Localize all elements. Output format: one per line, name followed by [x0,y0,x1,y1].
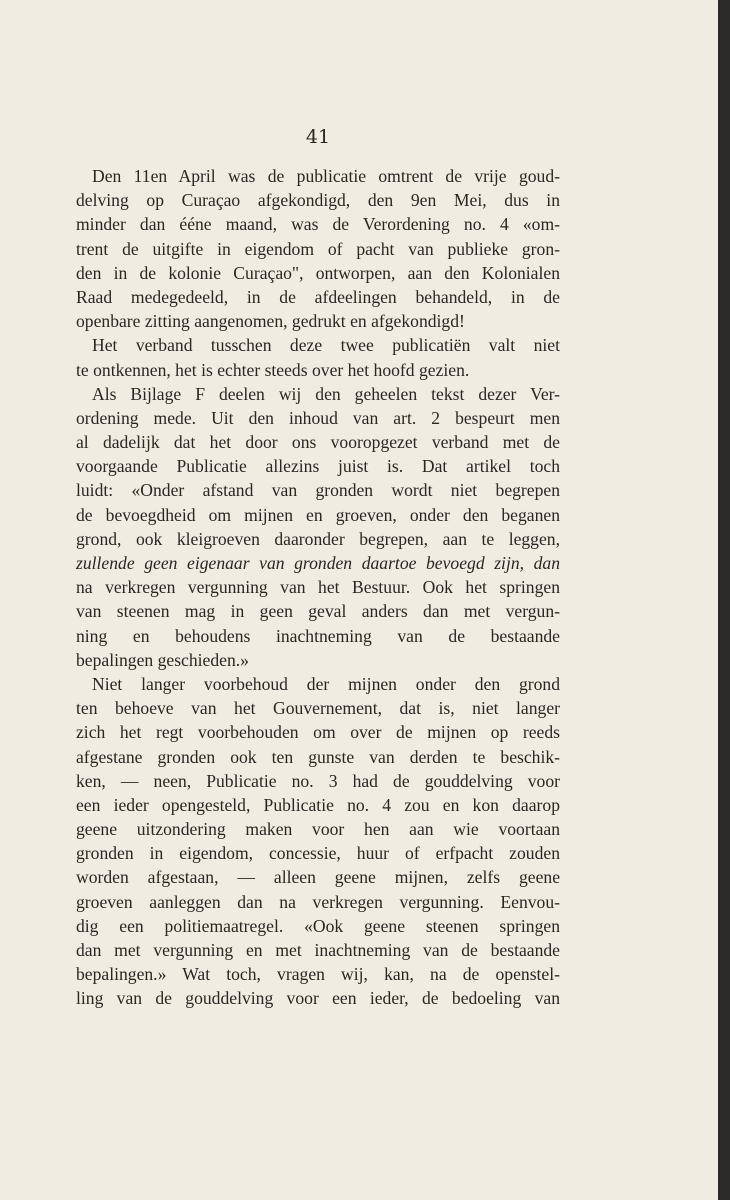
text-line: dig een politiemaatregel. «Ook geene steenen springen [76,915,560,936]
text-line: na verkregen vergunning van het Bestuur. Ook het springen [76,577,560,598]
text-line: al dadelijk dat het door ons vooropgezet verband met de [76,432,560,453]
text-line: zich het regt voorbehouden om over de mijnen op reeds [76,722,560,743]
text-line: bepalingen geschieden.» [76,649,249,670]
text-line: openbare zitting aangenomen, gedrukt en afgekondigd! [76,311,465,332]
text-line: Als Bijlage F deelen wij den geheelen tekst dezer Ver- [92,383,560,404]
text-line: geene uitzondering maken voor hen aan wie voortaan [76,819,560,840]
text-line: groeven aanleggen dan na verkregen vergunning. Eenvou- [76,891,560,912]
text-line: grond, ook kleigroeven daaronder begrepen, aan te leggen, [76,528,560,549]
text-line: Het verband tusschen deze twee publicatiën valt niet [92,335,560,356]
page-edge-shadow [718,0,730,1200]
text-line: trent de uitgifte in eigendom of pacht van publieke gron- [76,238,560,259]
body-text [76,164,560,1011]
text-line: den in de kolonie Curaçao", ontworpen, aan den Kolonialen [76,262,560,283]
text-line: ning en behoudens inachtneming van de bestaande [76,625,560,646]
text-line: delving op Curaçao afgekondigd, den 9en Mei, dus in [76,190,560,211]
text-line: minder dan ééne maand, was de Verordening no. 4 «om- [76,214,560,235]
text-line: luidt: «Onder afstand van gronden wordt niet begrepen [76,480,560,501]
text-line: ken, — neen, Publicatie no. 3 had de gouddelving voor [76,770,560,791]
text-line: te ontkennen, het is echter steeds over het hoofd gezien. [76,359,470,380]
text-line: ordening mede. Uit den inhoud van art. 2 bespeurt men [76,407,560,428]
text-line: Den 11en April was de publicatie omtrent de vrije goud- [92,166,560,186]
text-line: ling van de gouddelving voor een ieder, de bedoeling van [76,988,560,1009]
text-line: voorgaande Publicatie allezins juist is. Dat artikel toch [76,456,560,477]
text-line: gronden in eigendom, concessie, huur of erfpacht zouden [76,843,560,864]
text-line: worden afgestaan, — alleen geene mijnen, zelfs geene [76,867,560,888]
text-line: ten behoeve van het Gouvernement, dat is, niet langer [76,698,560,719]
text-line: van steenen mag in geen geval anders dan met vergun- [76,601,560,622]
text-line: afgestane gronden ook ten gunste van derden te beschik- [76,746,560,767]
text-line: bepalingen.» Wat toch, vragen wij, kan, na de openstel- [76,964,560,985]
text-line: de bevoegdheid om mijnen en groeven, onder den beganen [76,504,560,525]
text-line: dan met vergunning en met inachtneming van de bestaande [76,940,560,960]
text-line: Raad medegedeeld, in de afdeelingen behandeld, in de [76,286,560,307]
text-line: zullende geen eigenaar van gronden daartoe bevoegd zijn, dan [76,553,560,573]
text-line: een ieder opengesteld, Publicatie no. 4 zou en kon daarop [76,794,560,815]
text-line: Niet langer voorbehoud der mijnen onder den grond [92,673,560,694]
page-number: 41 [305,126,331,148]
